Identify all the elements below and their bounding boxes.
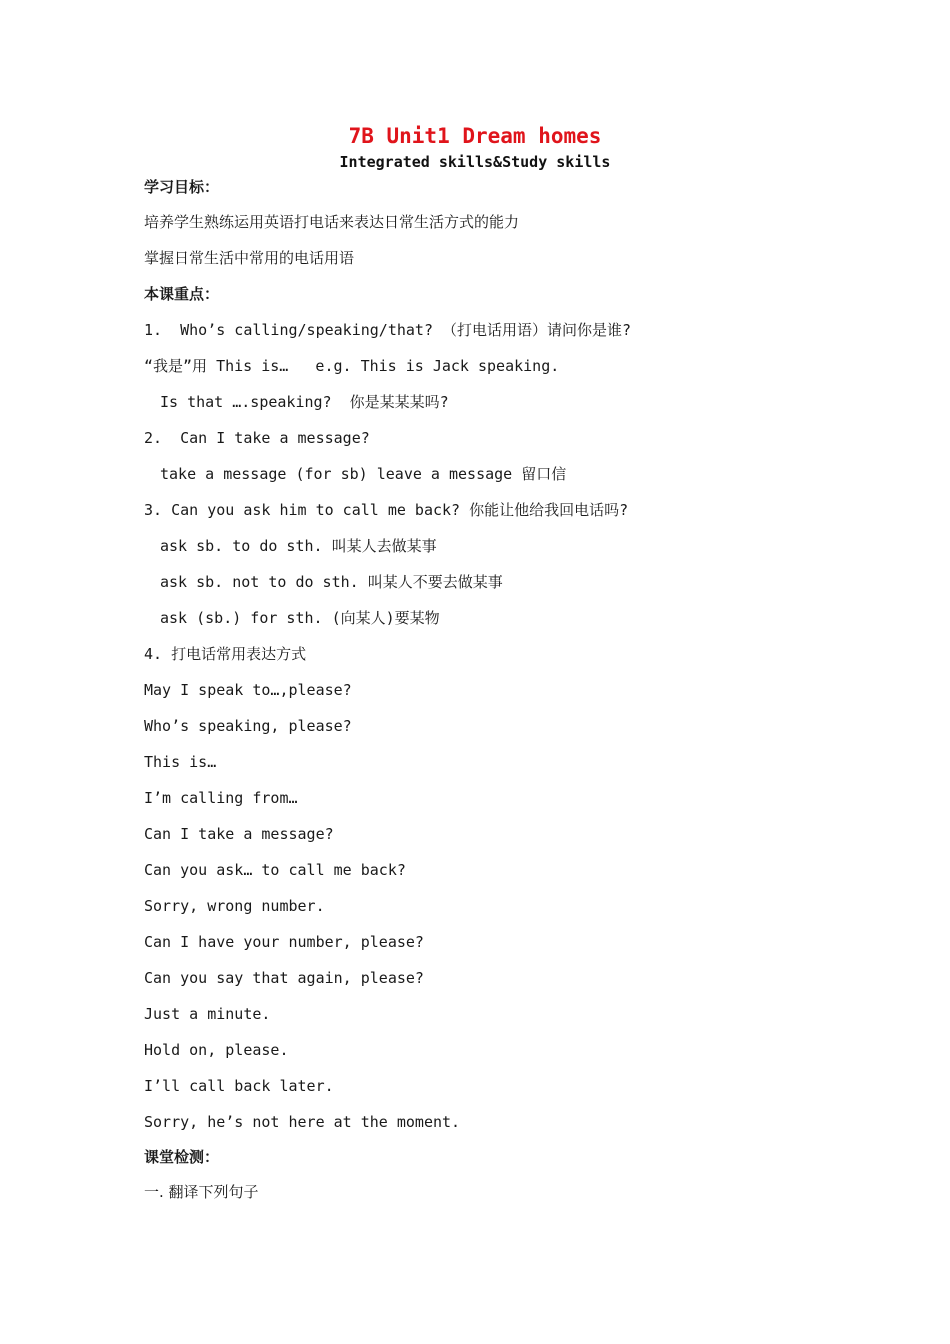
expression-item: May I speak to…,please?: [144, 681, 352, 699]
expression-item: Who’s speaking, please?: [144, 717, 352, 735]
point-1-b: Is that ….speaking? 你是某某某吗?: [160, 393, 449, 411]
expression-item: Just a minute.: [144, 1005, 271, 1023]
point-3: 3. Can you ask him to call me back? 你能让他给我回电话吗?: [144, 501, 629, 519]
objective-2: 掌握日常生活中常用的电话用语: [144, 249, 355, 267]
point-1-a: “我是”用 This is… e.g. This is Jack speaking.: [144, 357, 560, 375]
objective-1: 培养学生熟练运用英语打电话来表达日常生活方式的能力: [144, 213, 520, 231]
key-points-heading: 本课重点：: [144, 285, 220, 303]
expression-item: Hold on, please.: [144, 1041, 289, 1059]
point-3-c: ask (sb.) for sth. (向某人)要某物: [160, 609, 440, 627]
point-3-a: ask sb. to do sth. 叫某人去做某事: [160, 537, 437, 555]
expression-item: Can you ask… to call me back?: [144, 861, 406, 879]
page-title: 7B Unit1 Dream homes: [348, 124, 602, 148]
expression-item: Sorry, wrong number.: [144, 897, 325, 915]
expression-item: This is…: [144, 753, 217, 771]
expression-item: Can I have your number, please?: [144, 933, 424, 951]
exercise-1-heading: 一. 翻译下列句子: [144, 1183, 259, 1201]
point-2: 2. Can I take a message?: [144, 429, 370, 447]
point-3-b: ask sb. not to do sth. 叫某人不要去做某事: [160, 573, 503, 591]
expression-item: Sorry, he’s not here at the moment.: [144, 1113, 461, 1131]
point-1: 1. Who’s calling/speaking/that? （打电话用语）请问你是谁?: [144, 321, 632, 339]
expression-item: Can I take a message?: [144, 825, 334, 843]
expression-item: I’ll call back later.: [144, 1077, 334, 1095]
check-heading: 课堂检测：: [144, 1148, 220, 1166]
expression-item: Can you say that again, please?: [144, 969, 424, 987]
point-2-a: take a message (for sb) leave a message 留口信: [160, 465, 567, 483]
page-subtitle: Integrated skills&Study skills: [339, 153, 611, 171]
objectives-heading: 学习目标：: [144, 178, 220, 196]
expression-item: I’m calling from…: [144, 789, 298, 807]
point-4: 4. 打电话常用表达方式: [144, 645, 307, 663]
